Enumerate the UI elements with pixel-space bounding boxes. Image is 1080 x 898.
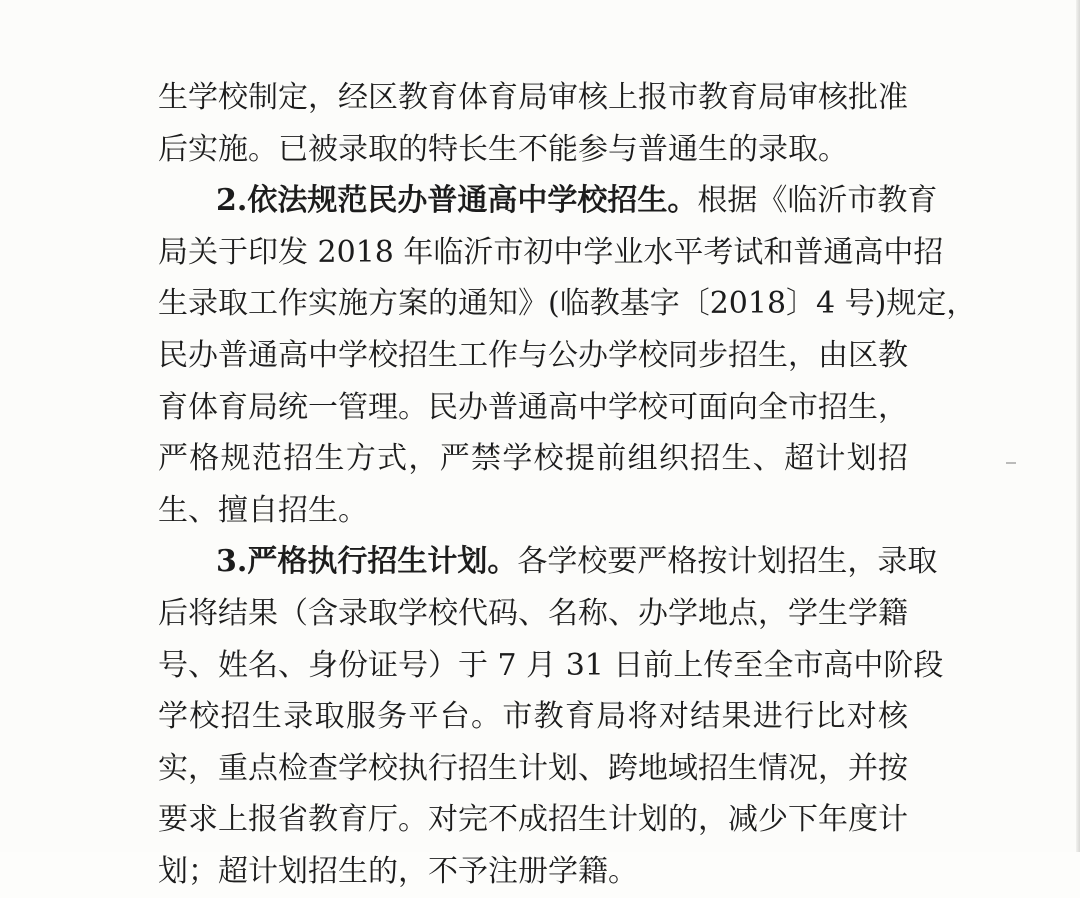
- scan-speck: [1006, 462, 1016, 464]
- text-run: 各学校要严格按计划招生，录取: [517, 544, 938, 580]
- document-body: [158, 72, 977, 898]
- text-line: 生、擅自招生。: [158, 492, 368, 528]
- section-heading-line: [158, 536, 938, 588]
- page-edge: [1076, 0, 1080, 852]
- text-line: 后将结果（含录取学校代码、名称、办学地点，学生学籍: [158, 595, 908, 631]
- text-line: 局关于印发 2018 年临沂市初中学业水平考试和普通高中招: [158, 234, 944, 270]
- section-heading-line: [158, 175, 938, 227]
- text-line: 后实施。已被录取的特长生不能参与普通生的录取。: [158, 131, 848, 167]
- text-run: 根据《临沂市教育: [697, 183, 938, 219]
- text-line: 生录取工作实施方案的通知》(临教基字〔2018〕4 号)规定，: [158, 286, 977, 322]
- text-line: 划；超计划招生的，不予注册学籍。: [158, 853, 638, 889]
- text-line: 严格规范招生方式，严禁学校提前组织招生、超计划招: [158, 441, 908, 477]
- section-heading: 2.依法规范民办普通高中学校招生。: [216, 183, 698, 219]
- text-line: 育体育局统一管理。民办普通高中学校可面向全市招生，: [158, 389, 908, 425]
- text-line: 实，重点检查学校执行招生计划、跨地域招生情况，并按: [158, 750, 908, 786]
- text-line: 号、姓名、身份证号）于 7 月 31 日前上传至全市高中阶段: [158, 647, 944, 683]
- text-line: 民办普通高中学校招生工作与公办学校同步招生，由区教: [158, 337, 908, 373]
- text-line: 学校招生录取服务平台。市教育局将对结果进行比对核: [158, 699, 908, 735]
- text-line: 要求上报省教育厅。对完不成招生计划的，减少下年度计: [158, 802, 908, 838]
- section-heading: 3.严格执行招生计划。: [216, 544, 518, 580]
- text-line: 生学校制定，经区教育体育局审核上报市教育局审核批准: [158, 80, 908, 115]
